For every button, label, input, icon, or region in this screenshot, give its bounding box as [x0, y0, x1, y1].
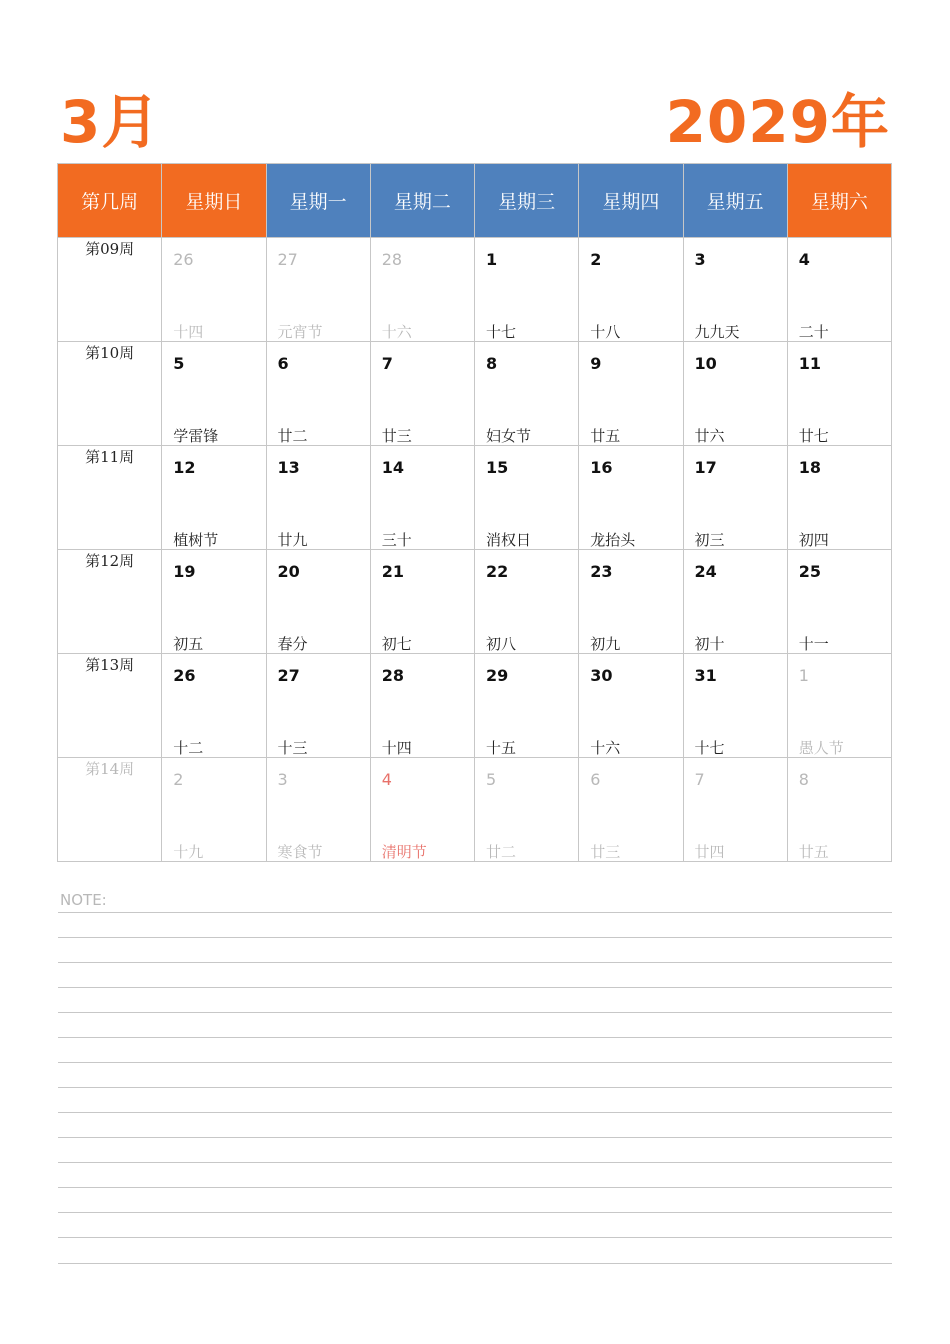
lunar-label: 春分: [277, 635, 308, 653]
note-line: [58, 1112, 892, 1113]
lunar-label: 植树节: [173, 531, 219, 549]
year-title: 2029年: [665, 88, 890, 156]
day-cell[interactable]: [683, 550, 787, 654]
lunar-label: 妇女节: [486, 427, 532, 445]
day-cell[interactable]: [579, 342, 683, 446]
day-cell[interactable]: [370, 446, 474, 550]
lunar-label: 十二: [173, 739, 204, 757]
note-line: [58, 937, 892, 938]
day-cell[interactable]: [787, 342, 891, 446]
week-label: 第10周: [58, 342, 162, 446]
lunar-label: 廿二: [277, 427, 308, 445]
day-number: 7: [694, 770, 705, 789]
week-row: [58, 446, 892, 550]
week-row: [58, 758, 892, 862]
header-wednesday: 星期三: [475, 164, 579, 238]
lunar-label: 十九: [173, 843, 204, 861]
header-tuesday: 星期二: [370, 164, 474, 238]
day-number: 27: [277, 250, 298, 269]
day-cell[interactable]: [266, 758, 370, 862]
week-label: 第12周: [58, 550, 162, 654]
lunar-label: 初八: [486, 635, 517, 653]
note-label: NOTE:: [60, 891, 107, 909]
lunar-label: 十四: [173, 323, 204, 341]
day-number: 11: [798, 354, 822, 373]
week-label: 第13周: [58, 654, 162, 758]
day-cell[interactable]: [266, 342, 370, 446]
day-number: 4: [381, 770, 392, 789]
day-number: 3: [694, 250, 706, 269]
header-week-number: 第几周: [58, 164, 162, 238]
day-cell[interactable]: [683, 654, 787, 758]
day-cell[interactable]: [579, 446, 683, 550]
day-number: 1: [486, 250, 498, 269]
day-cell[interactable]: [579, 654, 683, 758]
lunar-label: 十四: [381, 739, 412, 757]
note-line: [58, 1087, 892, 1088]
lunar-label: 廿三: [381, 427, 412, 445]
lunar-label: 廿六: [694, 427, 725, 445]
day-cell[interactable]: [579, 238, 683, 342]
lunar-label: 初五: [173, 635, 204, 653]
day-number: 7: [381, 354, 393, 373]
day-number: 18: [798, 458, 822, 477]
day-number: 26: [173, 666, 196, 685]
lunar-label: 廿九: [277, 531, 308, 549]
note-line: [58, 1062, 892, 1063]
lunar-label: 寒食节: [277, 843, 323, 861]
day-number: 22: [486, 562, 509, 581]
week-row: [58, 654, 892, 758]
weekday-header-row: [58, 164, 892, 238]
day-cell[interactable]: [579, 550, 683, 654]
day-cell[interactable]: [683, 342, 787, 446]
day-cell[interactable]: [475, 238, 579, 342]
week-label: 第14周: [58, 758, 162, 862]
day-number: 6: [590, 770, 601, 789]
note-line: [58, 1187, 892, 1188]
lunar-label: 廿五: [798, 843, 829, 861]
day-number: 12: [173, 458, 196, 477]
lunar-label: 十六: [590, 739, 621, 757]
day-number: 8: [798, 770, 809, 789]
lunar-label: 廿三: [590, 843, 621, 861]
lunar-label: 廿二: [486, 843, 517, 861]
day-number: 16: [590, 458, 613, 477]
day-number: 13: [277, 458, 300, 477]
day-number: 3: [277, 770, 288, 789]
note-line: [58, 962, 892, 963]
day-number: 4: [798, 250, 810, 269]
day-cell[interactable]: [370, 550, 474, 654]
day-cell[interactable]: [787, 446, 891, 550]
calendar-grid: [57, 163, 892, 862]
day-number: 5: [173, 354, 185, 373]
header-monday: 星期一: [266, 164, 370, 238]
day-cell[interactable]: [266, 654, 370, 758]
header-saturday: 星期六: [787, 164, 891, 238]
day-number: 17: [694, 458, 717, 477]
lunar-label: 十一: [798, 635, 829, 653]
day-cell[interactable]: [266, 550, 370, 654]
day-number: 31: [694, 666, 717, 685]
note-line: [58, 987, 892, 988]
day-cell[interactable]: [683, 758, 787, 862]
day-cell[interactable]: [475, 654, 579, 758]
lunar-label: 十三: [277, 739, 308, 757]
header-thursday: 星期四: [579, 164, 683, 238]
day-number: 30: [590, 666, 613, 685]
day-cell[interactable]: [683, 238, 787, 342]
day-cell[interactable]: [162, 654, 266, 758]
lunar-label: 初九: [590, 635, 621, 653]
day-number: 15: [486, 458, 509, 477]
note-line: [58, 1162, 892, 1163]
lunar-label: 三十: [381, 531, 412, 549]
lunar-label: 廿五: [590, 427, 621, 445]
note-line: [58, 912, 892, 913]
day-number: 8: [486, 354, 498, 373]
day-cell[interactable]: [787, 238, 891, 342]
lunar-label: 二十: [798, 323, 829, 341]
lunar-label: 九九天: [694, 323, 740, 341]
lunar-label: 消权日: [486, 531, 532, 549]
lunar-label: 学雷锋: [173, 427, 219, 445]
day-number: 28: [381, 666, 405, 685]
lunar-label: 初七: [381, 635, 412, 653]
day-cell[interactable]: [162, 550, 266, 654]
lunar-label: 愚人节: [798, 739, 844, 757]
note-line: [58, 1263, 892, 1264]
lunar-label: 元宵节: [277, 323, 323, 341]
lunar-label: 清明节: [381, 843, 427, 861]
week-row: [58, 342, 892, 446]
day-number: 1: [798, 666, 809, 685]
day-cell[interactable]: [683, 446, 787, 550]
day-number: 10: [694, 354, 717, 373]
day-number: 5: [486, 770, 497, 789]
day-number: 28: [381, 250, 403, 269]
day-number: 2: [590, 250, 602, 269]
note-line: [58, 1137, 892, 1138]
day-cell[interactable]: [370, 654, 474, 758]
week-label: 第09周: [58, 238, 162, 342]
day-cell[interactable]: [475, 342, 579, 446]
day-number: 27: [277, 666, 300, 685]
day-number: 24: [694, 562, 717, 581]
day-number: 9: [590, 354, 602, 373]
day-cell[interactable]: [162, 238, 266, 342]
day-cell[interactable]: [475, 446, 579, 550]
day-cell[interactable]: [162, 758, 266, 862]
header-sunday: 星期日: [162, 164, 266, 238]
day-number: 23: [590, 562, 613, 581]
header-friday: 星期五: [683, 164, 787, 238]
lunar-label: 廿七: [798, 427, 829, 445]
day-cell[interactable]: [370, 342, 474, 446]
week-label: 第11周: [58, 446, 162, 550]
lunar-label: 龙抬头: [590, 531, 636, 549]
lunar-label: 十六: [381, 323, 412, 341]
note-line: [58, 1212, 892, 1213]
day-number: 2: [173, 770, 184, 789]
day-cell[interactable]: [579, 758, 683, 862]
month-title: 3月: [60, 88, 161, 156]
day-cell[interactable]: [266, 446, 370, 550]
note-line: [58, 1037, 892, 1038]
day-number: 6: [277, 354, 289, 373]
day-cell[interactable]: [787, 550, 891, 654]
day-cell[interactable]: [162, 446, 266, 550]
day-number: 14: [381, 458, 405, 477]
day-number: 20: [277, 562, 300, 581]
day-cell[interactable]: [370, 758, 474, 862]
day-cell[interactable]: [370, 238, 474, 342]
lunar-label: 十五: [486, 739, 517, 757]
week-row: [58, 238, 892, 342]
day-number: 25: [798, 562, 822, 581]
day-cell[interactable]: [787, 758, 891, 862]
note-line: [58, 1237, 892, 1238]
day-number: 26: [173, 250, 194, 269]
day-cell[interactable]: [162, 342, 266, 446]
day-number: 29: [486, 666, 509, 685]
week-row: [58, 550, 892, 654]
lunar-label: 十八: [590, 323, 621, 341]
lunar-label: 十七: [486, 323, 517, 341]
lunar-label: 廿四: [694, 843, 725, 861]
day-cell[interactable]: [475, 758, 579, 862]
day-cell[interactable]: [787, 654, 891, 758]
lunar-label: 初四: [798, 531, 829, 549]
day-number: 21: [381, 562, 405, 581]
day-cell[interactable]: [266, 238, 370, 342]
lunar-label: 初十: [694, 635, 725, 653]
day-number: 19: [173, 562, 196, 581]
note-line: [58, 1012, 892, 1013]
day-cell[interactable]: [475, 550, 579, 654]
lunar-label: 十七: [694, 739, 725, 757]
lunar-label: 初三: [694, 531, 725, 549]
